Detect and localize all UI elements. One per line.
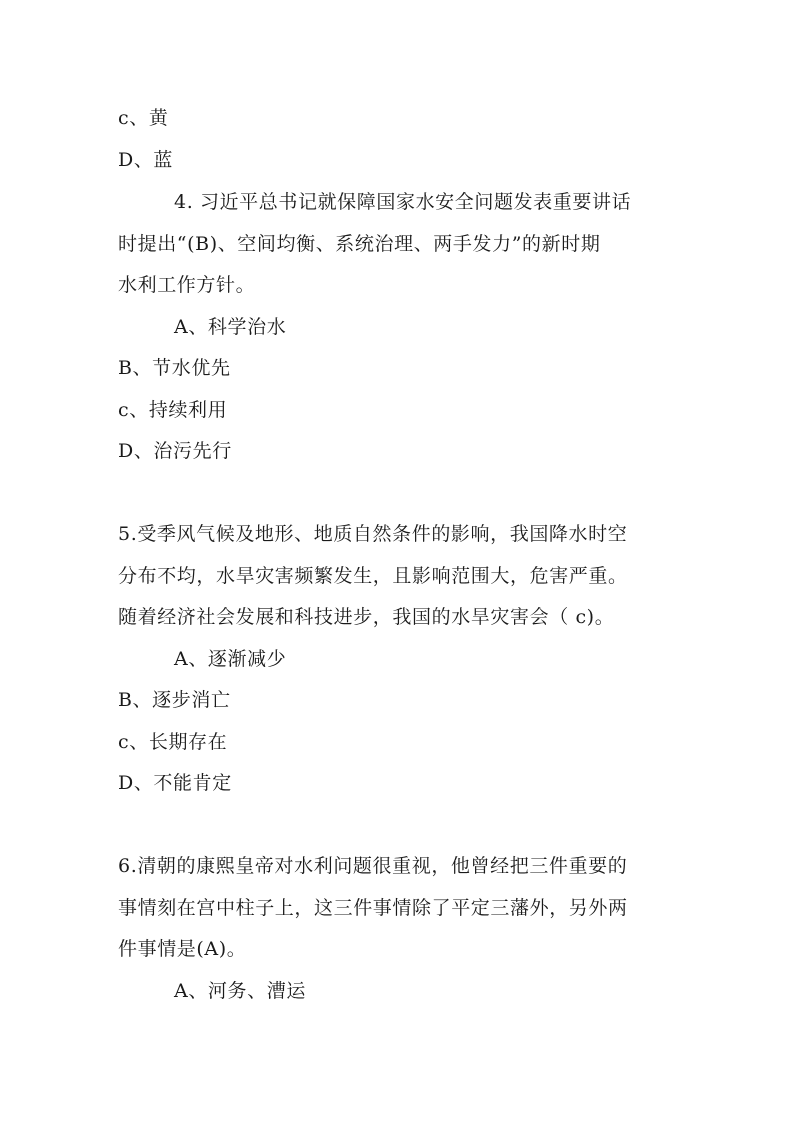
q4-text-line-3: 水利工作方针。 — [118, 274, 256, 296]
q6-text-line-3: 件事情是(A)。 — [118, 938, 247, 960]
q4-option-a: A、科学治水 — [174, 316, 287, 338]
q4-option-b: B、节水优先 — [118, 357, 231, 379]
q6-text-line-2: 事情刻在宫中柱子上，这三件事情除了平定三藩外，另外两 — [118, 897, 628, 919]
q5-option-c: c、长期存在 — [118, 731, 228, 753]
q5-text-line-2: 分布不均，水旱灾害频繁发生，且影响范围大，危害严重。 — [118, 565, 628, 587]
q6-option-a: A、河务、漕运 — [174, 980, 306, 1002]
q5-text-line-3: 随着经济社会发展和科技进步，我国的水旱灾害会（ c)。 — [118, 606, 615, 628]
q4-text-line-2: 时提出“(B)、空间均衡、系统治理、两手发力”的新时期 — [118, 233, 601, 255]
q4-text-line-1: 4. 习近平总书记就保障国家水安全问题发表重要讲话 — [174, 191, 632, 213]
q5-option-a: A、逐渐减少 — [174, 648, 287, 670]
q5-option-d: D、不能肯定 — [118, 772, 232, 794]
q3-option-d: D、蓝 — [118, 149, 174, 171]
q4-option-d: D、治污先行 — [118, 440, 232, 462]
q4-option-c: c、持续利用 — [118, 399, 228, 421]
q6-text-line-1: 6.清朝的康熙皇帝对水利问题很重视，他曾经把三件重要的 — [118, 855, 628, 877]
q3-option-c: c、黄 — [118, 107, 169, 129]
q5-text-line-1: 5.受季风气候及地形、地质自然条件的影响，我国降水时空 — [118, 523, 628, 545]
q5-option-b: B、逐步消亡 — [118, 689, 231, 711]
